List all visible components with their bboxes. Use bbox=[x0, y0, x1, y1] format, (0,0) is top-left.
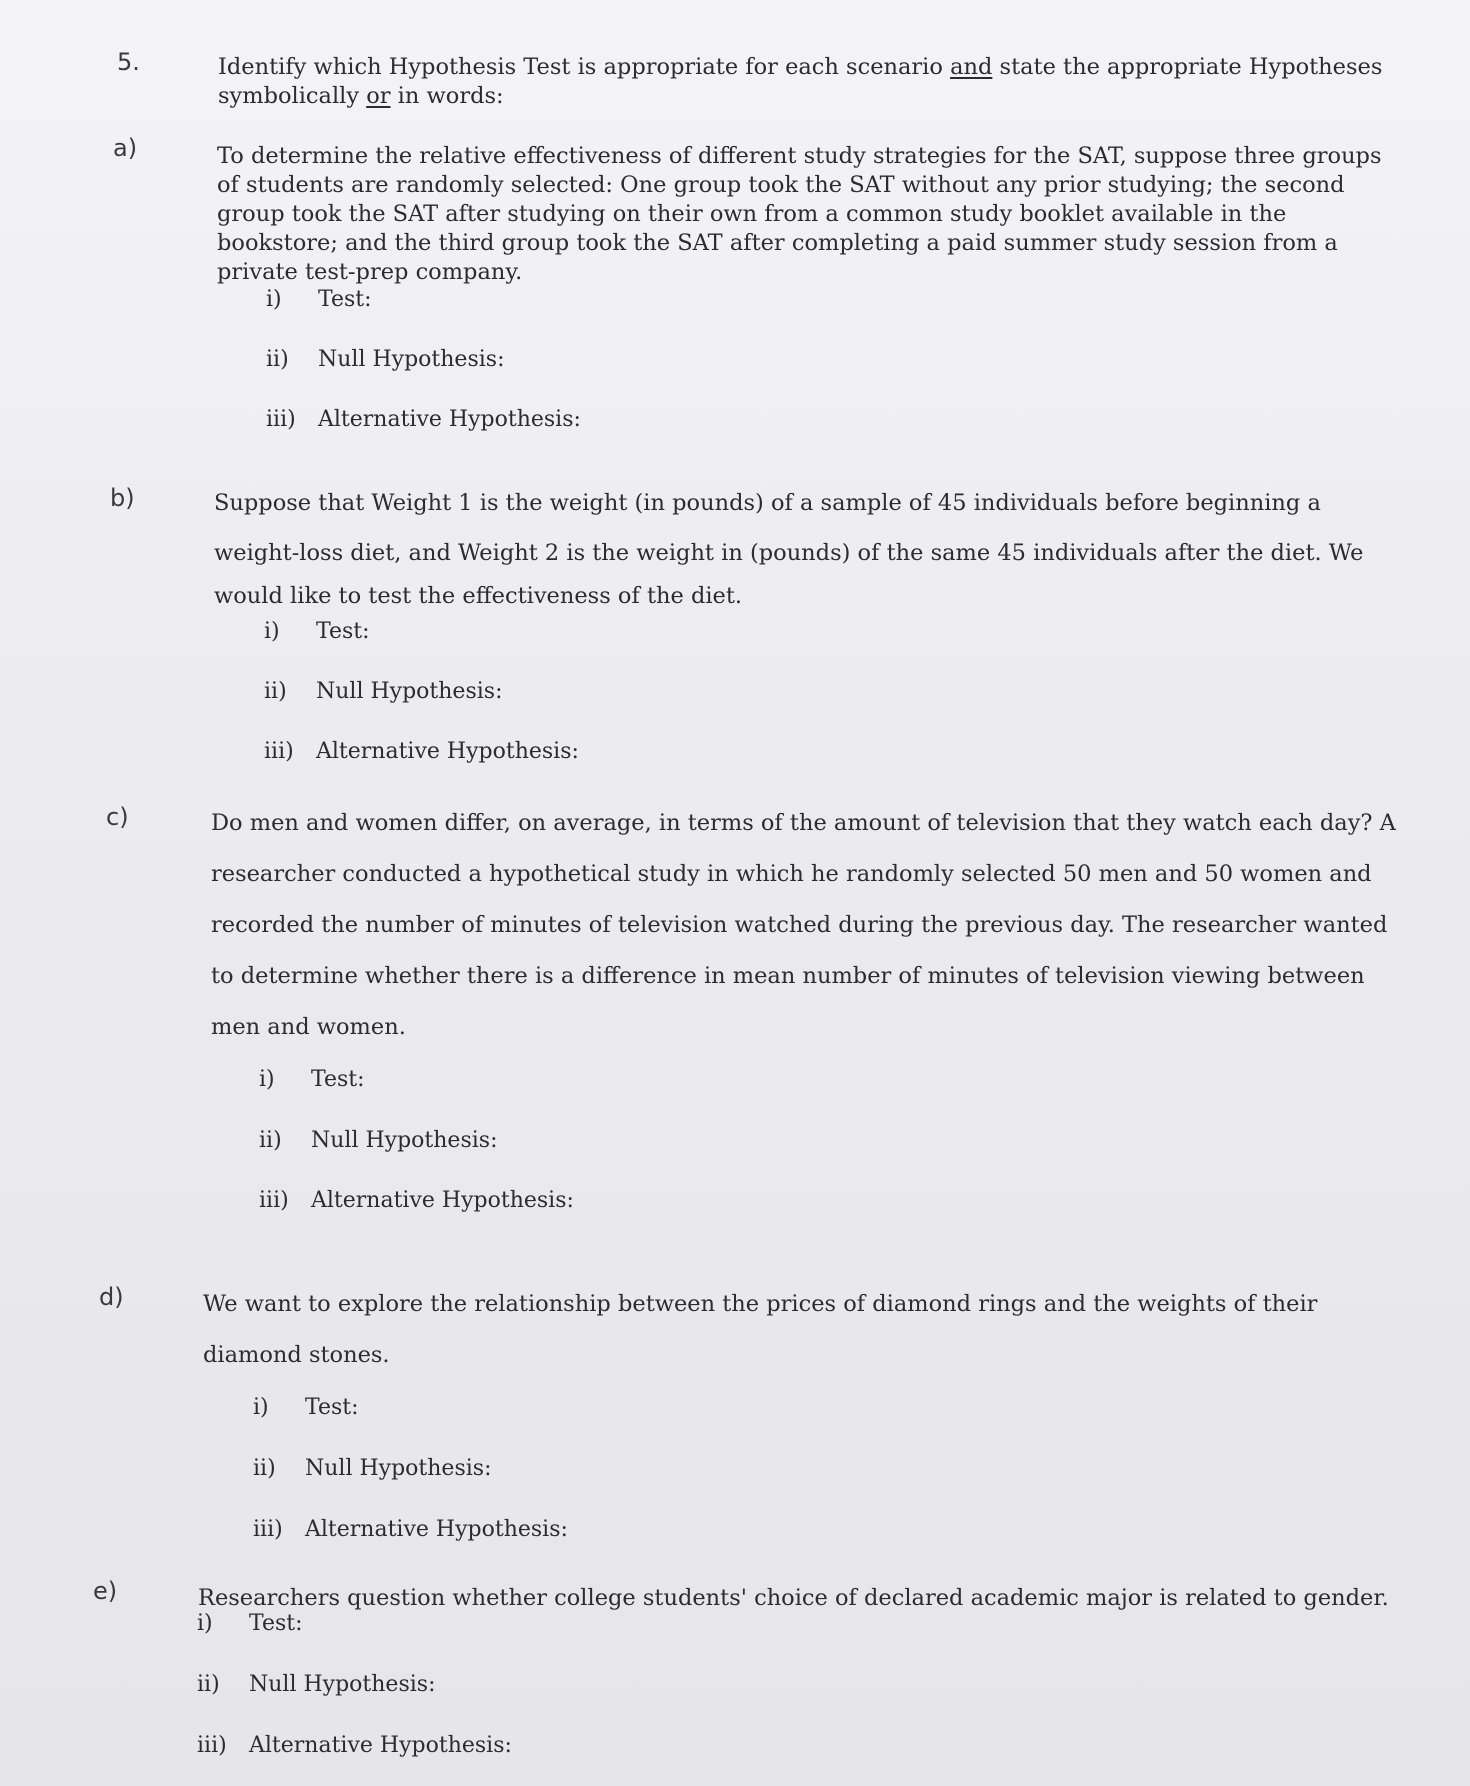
part-a-null-hypothesis: ii) Null Hypothesis: bbox=[266, 347, 505, 372]
part-d-text: We want to explore the relationship between the prices of diamond rings and the weights of their diamond stones. bbox=[203, 1291, 1318, 1368]
part-c-alternative-hypothesis: iii) Alternative Hypothesis: bbox=[259, 1188, 574, 1213]
part-b-alternative-hypothesis: iii) Alternative Hypothesis: bbox=[264, 739, 579, 764]
part-d-null-hypothesis: ii) Null Hypothesis: bbox=[253, 1456, 492, 1481]
part-b-text: Suppose that Weight 1 is the weight (in pounds) of a sample of 45 individuals before beginning a weight-loss diet, and Weight 2 is the weight in (pounds) of the same 45 individuals after the diet. We would like to test the effectiveness of the diet. bbox=[214, 490, 1364, 609]
part-b-test: i) Test: bbox=[264, 619, 370, 644]
part-c-null-hypothesis: ii) Null Hypothesis: bbox=[259, 1128, 498, 1153]
part-a-alternative-hypothesis: iii) Alternative Hypothesis: bbox=[266, 407, 581, 432]
part-e-label: e) bbox=[93, 1577, 118, 1605]
intro-line-1: Identify which Hypothesis Test is appropriate for each scenario and state the appropriate Hypotheses bbox=[218, 54, 1383, 80]
part-b-null-hypothesis: ii) Null Hypothesis: bbox=[264, 679, 503, 704]
part-e-null-hypothesis: ii) Null Hypothesis: bbox=[197, 1672, 436, 1697]
part-e-alternative-hypothesis: iii) Alternative Hypothesis: bbox=[197, 1733, 512, 1758]
part-d-alternative-hypothesis: iii) Alternative Hypothesis: bbox=[253, 1517, 568, 1542]
intro-line-2: symbolically or in words: bbox=[218, 83, 504, 109]
part-c-label: c) bbox=[106, 803, 129, 831]
part-a-text: To determine the relative effectiveness of different study strategies for the SAT, suppose three groups of students are randomly selected: One group took the SAT without any prior studying; the second group took the SAT after studying on their own from a common study booklet available in the bookstore; and the third group took the SAT after completing a paid summer study session from a private test-prep company. bbox=[217, 143, 1382, 285]
part-e-text: Researchers question whether college students' choice of declared academic major is related to gender. bbox=[198, 1585, 1389, 1611]
part-d-label: d) bbox=[99, 1283, 124, 1311]
part-d-test: i) Test: bbox=[253, 1395, 359, 1420]
part-b-label: b) bbox=[110, 484, 135, 512]
part-a-label: a) bbox=[113, 134, 138, 162]
part-c-test: i) Test: bbox=[259, 1067, 365, 1092]
question-number: 5. bbox=[117, 48, 140, 76]
part-c-text: Do men and women differ, on average, in terms of the amount of television that they watch each day? A researcher conducted a hypothetical study in which he randomly selected 50 men and 50 women and recorded the number of minutes of television watched during the previous day. The researcher wanted to determine whether there is a difference in mean number of minutes of television viewing between men and women. bbox=[211, 810, 1396, 1040]
part-a-test: i) Test: bbox=[266, 287, 372, 312]
question-intro bbox=[218, 53, 1382, 111]
part-e-test: i) Test: bbox=[197, 1611, 303, 1636]
